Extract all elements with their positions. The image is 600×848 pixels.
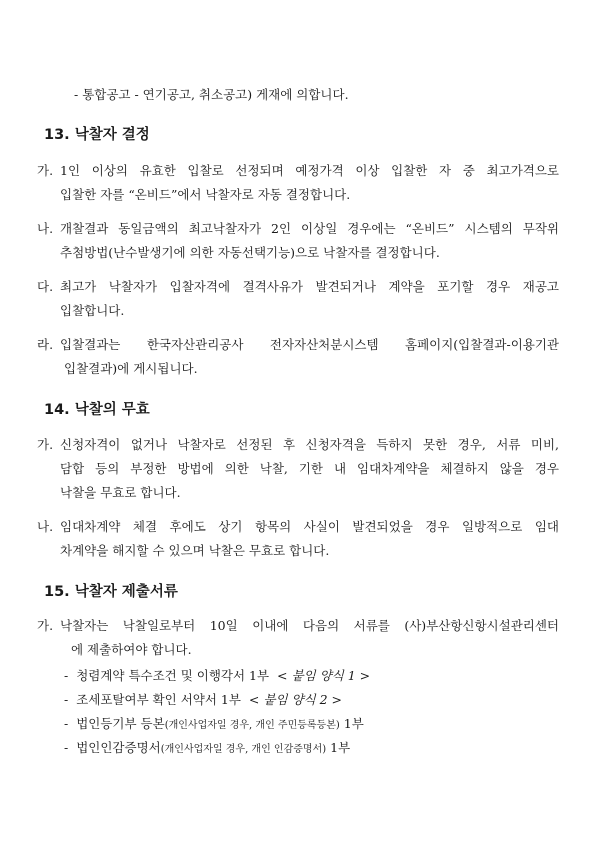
- section-14-item-ga-line-2: 담합 등의 부정한 방법에 의한 낙찰, 기한 내 임대차계약을 체결하지 않을 경우: [60, 461, 559, 476]
- list-item: [64, 716, 364, 734]
- bullet-text: 법인등기부 등본: [76, 716, 165, 731]
- section-13-item-ra-marker: 라.: [37, 337, 54, 352]
- bullet-tail: 1부: [343, 716, 364, 731]
- section-13-item-ga-line-2: 입찰한 자를 “온비드”에서 낙찰자로 자동 결정합니다.: [60, 187, 351, 202]
- section-13-item-da-marker: 다.: [37, 279, 54, 294]
- bullet-dash: -: [64, 668, 69, 683]
- bullet-note-small: (개인사업자일 경우, 개인 인감증명서): [160, 744, 327, 755]
- intro-line: - 통합공고 - 연기공고, 취소공고) 게재에 의합니다.: [74, 87, 349, 102]
- section-15-item-ga-line-1: 낙찰자는 낙찰일로부터 10일 이내에 다음의 서류를 (사)부산항신항시설관리센터: [60, 618, 559, 633]
- section-15-heading: 15. 낙찰자 제출서류: [44, 584, 178, 600]
- section-13-item-na-marker: 나.: [37, 221, 54, 236]
- list-item: [64, 668, 370, 684]
- bullet-dash: -: [64, 716, 69, 731]
- section-13-item-ga-line-1: 1인 이상의 유효한 입찰로 선정되며 예정가격 이상 입찰한 자 중 최고가격으로: [60, 163, 559, 178]
- section-13-item-na-line-2: 추첨방법(난수발생기에 의한 자동선택기능)으로 낙찰자를 결정합니다.: [60, 245, 440, 260]
- section-14-item-ga-line-3: 낙찰을 무효로 합니다.: [60, 485, 181, 500]
- list-item: [64, 740, 350, 758]
- section-15-item-ga-marker: 가.: [37, 618, 54, 633]
- section-14-item-na-line-1: 임대차계약 체결 후에도 상기 항목의 사실이 발견되었을 경우 일방적으로 임대: [60, 519, 559, 534]
- section-13-item-da-line-1: 최고가 낙찰자가 입찰자격에 결격사유가 발견되거나 계약을 포기할 경우 재공고: [60, 279, 559, 294]
- section-14-item-na-line-2: 차계약을 해지할 수 있으며 낙찰은 무효로 합니다.: [60, 543, 330, 558]
- bullet-text: 조세포탈여부 확인 서약서 1부: [76, 692, 241, 707]
- list-item: [64, 692, 342, 708]
- section-14-heading: 14. 낙찰의 무효: [44, 402, 150, 418]
- section-13-item-ra-line-2: 입찰결과)에 게시됩니다.: [64, 361, 198, 376]
- section-13-item-da-line-2: 입찰합니다.: [60, 303, 125, 318]
- bullet-text: 청렴계약 특수조건 및 이행각서 1부: [76, 668, 270, 683]
- section-14-item-na-marker: 나.: [37, 519, 54, 534]
- attachment-note: < 붙임 양식 1 >: [277, 668, 371, 683]
- bullet-dash: -: [64, 740, 69, 755]
- section-13-heading: 13. 낙찰자 결정: [44, 127, 150, 143]
- bullet-note-small: (개인사업자일 경우, 개인 주민등록등본): [164, 720, 340, 731]
- bullet-text: 법인인감증명서: [76, 740, 161, 755]
- section-14-item-ga-marker: 가.: [37, 437, 54, 452]
- section-13-item-ga-marker: 가.: [37, 163, 54, 178]
- attachment-note: < 붙임 양식 2 >: [248, 692, 343, 707]
- section-13-item-ra-line-1: 입찰결과는 한국자산관리공사 전자자산처분시스템 홈페이지(입찰결과-이용기관: [60, 337, 559, 352]
- bullet-tail: 1부: [330, 740, 351, 755]
- bullet-dash: -: [64, 692, 69, 707]
- section-15-item-ga-line-2: 에 제출하여야 합니다.: [71, 642, 192, 657]
- section-13-item-na-line-1: 개찰결과 동일금액의 최고낙찰자가 2인 이상일 경우에는 “온비드” 시스템의 무작위: [60, 221, 559, 236]
- section-14-item-ga-line-1: 신청자격이 없거나 낙찰자로 선정된 후 신청자격을 득하지 못한 경우, 서류 미비,: [60, 437, 559, 452]
